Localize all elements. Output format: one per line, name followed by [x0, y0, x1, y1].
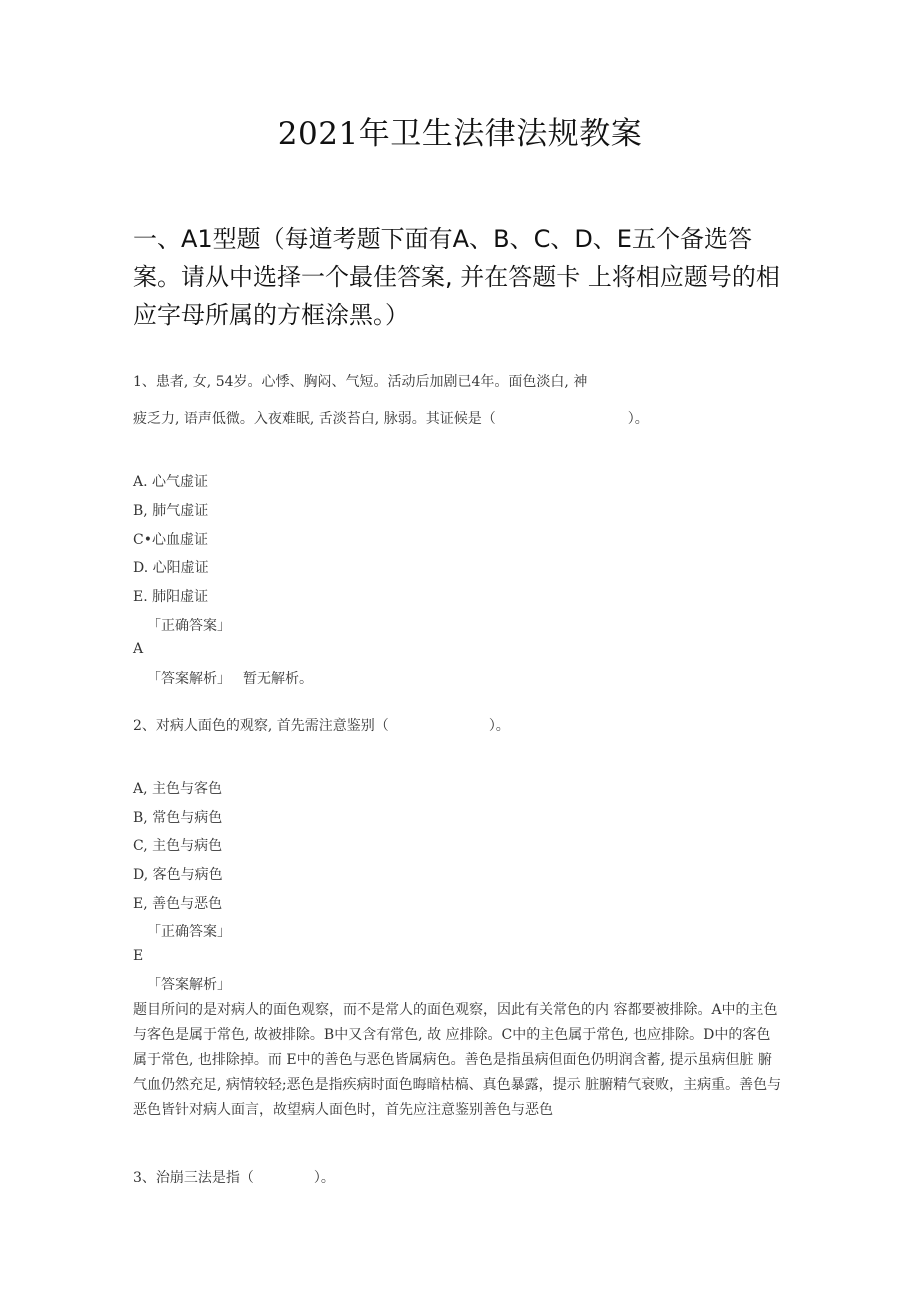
question-1-option-d: D. 心阳虚证: [133, 560, 209, 576]
question-2-answer: E: [133, 948, 144, 964]
question-2-analysis-text: 题目所问的是对病人的面色观察，而不是常人的面色观察，因此有关常色的内 容都要被排除。A中的主色与客色是属于常色, 故被排除。B中又含有常色, 故 应排除。C中的主色属于常色, 也应排除。D中的客色属于常色, 也排除掉。而 E中的善色与恶色皆属病色。善色是指虽病但面色仍明润含蓄, 提示虽病但脏 腑气血仍然充足, 病情较轻;恶色是指疾病时面色晦暗枯槁、真色暴露，提示 脏腑精气衰败，主病重。善色与恶色皆针对病人面言，故望病人面色时，首先应注意鉴别善色与恶色: [133, 1002, 782, 1118]
question-1-answer: A: [133, 641, 144, 657]
question-1-option-e: E. 肺阳虚证: [133, 589, 209, 605]
question-1-stem-end: ）。: [627, 411, 649, 427]
question-1-stem-line-2: [133, 409, 649, 429]
question-1-analysis: [147, 669, 313, 689]
question-3-stem-text: 3、治崩三法是指（: [133, 1170, 254, 1186]
question-1-stem-text: 疲乏力, 语声低微。入夜难眠, 舌淡苔白, 脉弱。其证候是（: [133, 411, 496, 427]
question-1-option-c: C•心血虚证: [133, 532, 208, 548]
question-2-analysis-label: 「答案解析」: [147, 977, 231, 993]
question-1-stem-line-1: 1、患者, 女, 54岁。心悸、胸闷、气短。活动后加剧已4年。面色淡白, 神: [133, 374, 588, 390]
question-1-analysis-text: 暂无解析。: [243, 671, 313, 687]
question-2-option-e: E, 善色与恶色: [133, 896, 223, 912]
question-2-stem: [133, 716, 510, 736]
question-2-option-b: B, 常色与病色: [133, 810, 223, 826]
question-2-answer-label: 「正确答案」: [147, 924, 231, 940]
question-2-option-d: D, 客色与病色: [133, 867, 223, 883]
question-2-stem-end: ）。: [488, 718, 510, 734]
question-2-option-c: C, 主色与病色: [133, 838, 223, 854]
document-title: 2021年卫生法律法规教案: [277, 116, 643, 152]
question-1-option-a: A. 心气虚证: [133, 474, 209, 490]
question-3-stem: [133, 1168, 335, 1188]
question-1-option-b: B, 肺气虚证: [133, 503, 209, 519]
question-1-analysis-label: 「答案解析」: [147, 671, 231, 687]
question-1-answer-label: 「正确答案」: [147, 618, 231, 634]
question-2-stem-text: 2、对病人面色的观察, 首先需注意鉴别（: [133, 718, 389, 734]
question-2-option-a: A, 主色与客色: [133, 781, 223, 797]
section-heading: 一、A1型题（每道考题下面有A、B、C、D、E五个备选答案。请从中选择一个最佳答案, 并在答题卡 上将相应题号的相应字母所属的方框涂黑。）: [133, 225, 780, 329]
question-3-stem-end: ）。: [313, 1170, 335, 1186]
